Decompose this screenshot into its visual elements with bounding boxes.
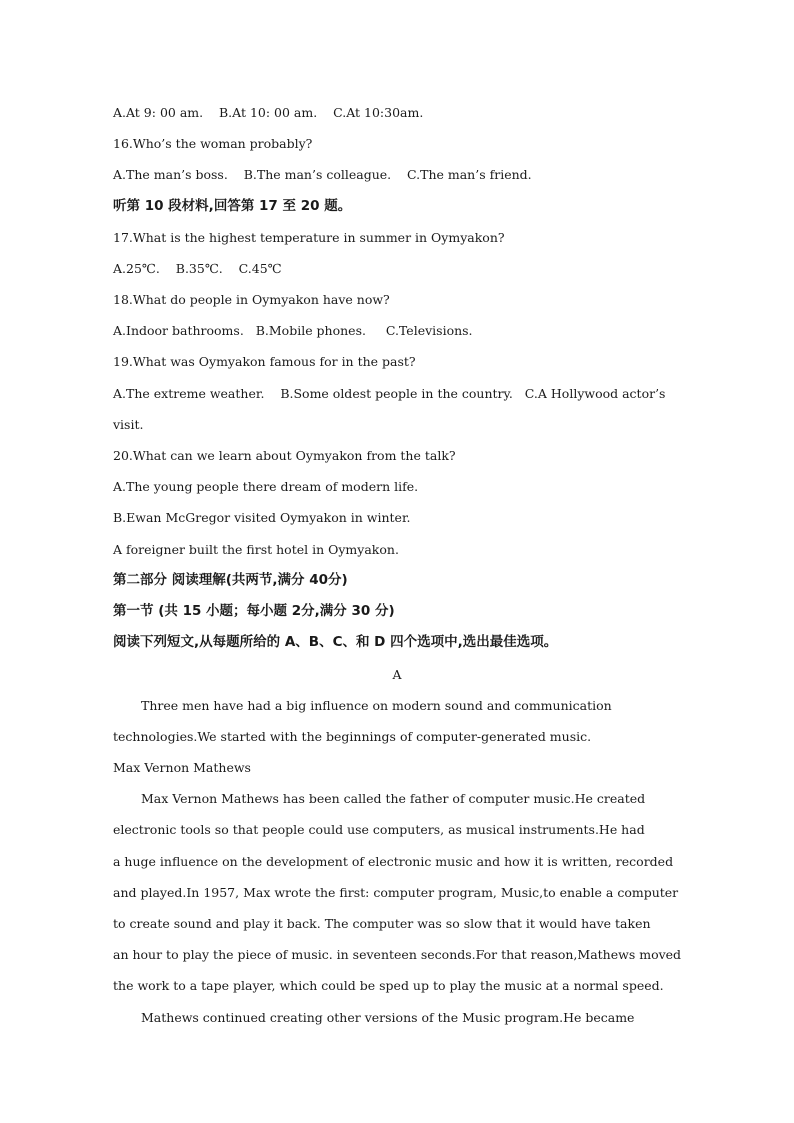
passage-paragraph-3-line-1: Mathews continued creating other versions of the Music program.He became <box>141 1010 635 1025</box>
passage-paragraph-2-line-2: electronic tools so that people could use computers, as musical instruments.He had <box>113 822 645 837</box>
passage-subheading: Max Vernon Mathews <box>113 760 251 775</box>
q18-question: 18.What do people in Oymyakon have now? <box>113 292 390 307</box>
q20-option-b: B.Ewan McGregor visited Oymyakon in winter. <box>113 510 411 525</box>
q19-options-cont: visit. <box>113 417 144 432</box>
q17-options: A.25℃. B.35℃. C.45℃ <box>113 261 282 276</box>
q19-question: 19.What was Oymyakon famous for in the past? <box>113 354 416 369</box>
q18-options: A.Indoor bathrooms. B.Mobile phones. C.Televisions. <box>113 323 473 338</box>
section-one-heading: 第一节 (共 15 小题；每小题 2分,满分 30 分) <box>113 603 395 619</box>
q20-question: 20.What can we learn about Oymyakon from the talk? <box>113 448 456 463</box>
q17-question: 17.What is the highest temperature in summer in Oymyakon? <box>113 230 505 245</box>
passage-paragraph-2-line-4: and played.In 1957, Max wrote the first: computer program, Music,to enable a computer <box>113 885 679 900</box>
passage-label: A <box>392 667 402 682</box>
passage-paragraph-1-line-2: technologies.We started with the beginnings of computer-generated music. <box>113 729 592 744</box>
q20-option-a: A.The young people there dream of modern life. <box>113 479 419 494</box>
passage-paragraph-2-line-1: Max Vernon Mathews has been called the father of computer music.He created <box>141 791 646 806</box>
passage-paragraph-2-line-6: an hour to play the piece of music. in seventeen seconds.For that reason,Mathews moved <box>113 947 682 962</box>
passage-paragraph-1-line-1: Three men have had a big influence on modern sound and communication <box>141 698 612 713</box>
q15-options: A.At 9: 00 am. B.At 10: 00 am. C.At 10:30am. <box>113 105 424 120</box>
q16-options: A.The man’s boss. B.The man’s colleague. C.The man’s friend. <box>113 167 532 182</box>
section-instruction-10: 听第 10 段材料,回答第 17 至 20 题。 <box>113 198 352 214</box>
passage-paragraph-2-line-3: a huge influence on the development of electronic music and how it is written, recorded <box>113 854 674 869</box>
q20-option-c: A foreigner built the first hotel in Oymyakon. <box>113 542 399 557</box>
passage-paragraph-2-line-5: to create sound and play it back. The computer was so slow that it would have taken <box>113 916 651 931</box>
part-two-heading: 第二部分 阅读理解(共两节,满分 40分) <box>113 572 348 588</box>
reading-instruction: 阅读下列短文,从每题所给的 A、B、C、和 D 四个选项中,选出最佳选项。 <box>113 634 558 650</box>
passage-paragraph-2-line-7: the work to a tape player, which could be sped up to play the music at a normal speed. <box>113 978 664 993</box>
q16-question: 16.Who’s the woman probably? <box>113 136 313 151</box>
q19-options: A.The extreme weather. B.Some oldest people in the country. C.A Hollywood actor’s <box>113 386 666 401</box>
